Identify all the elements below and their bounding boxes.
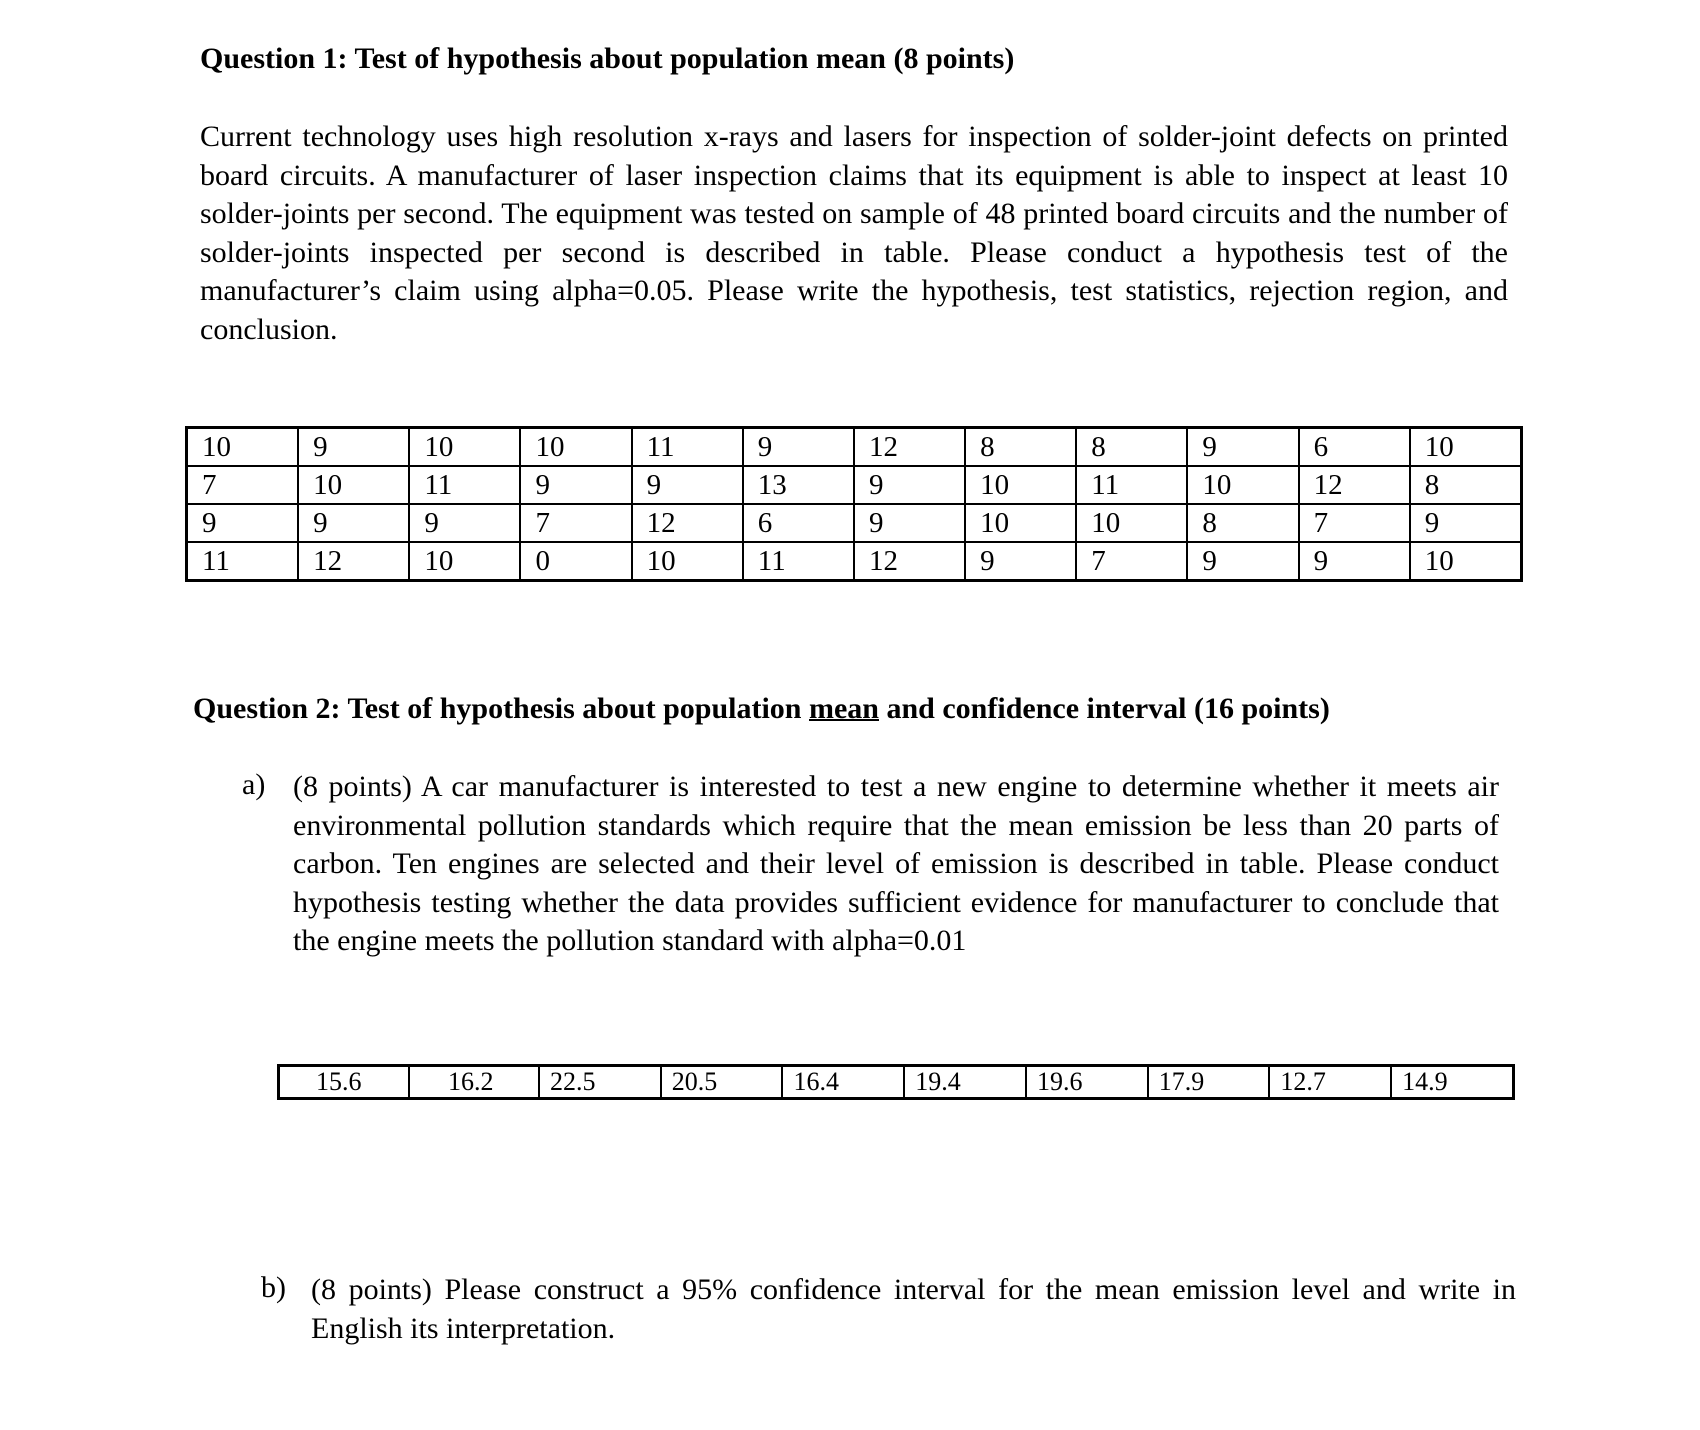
table-cell: 17.9	[1148, 1066, 1270, 1099]
table-cell: 15.6	[279, 1066, 410, 1099]
table-row	[187, 504, 1522, 542]
question-2-title-emphasis: mean	[809, 692, 879, 725]
table-cell: 10	[298, 466, 409, 504]
table-cell: 13	[743, 466, 854, 504]
table-cell: 9	[965, 542, 1076, 581]
table-cell: 7	[187, 466, 299, 504]
table-cell: 11	[187, 542, 299, 581]
table-row	[187, 542, 1522, 581]
table-cell: 9	[1187, 542, 1298, 581]
table-cell: 7	[1076, 542, 1187, 581]
table-cell: 10	[1410, 428, 1522, 467]
table-cell: 12	[854, 428, 965, 467]
table-cell: 10	[1187, 466, 1298, 504]
table-cell: 10	[965, 504, 1076, 542]
table-cell: 10	[520, 428, 631, 467]
table-row	[187, 428, 1522, 467]
table-cell: 19.4	[904, 1066, 1026, 1099]
part-b-body: (8 points) Please construct a 95% confidence interval for the mean emission level and write in English its interpretation.	[311, 1273, 1516, 1345]
table-cell: 9	[520, 466, 631, 504]
table-cell: 10	[632, 542, 743, 581]
table-cell: 11	[632, 428, 743, 467]
question-2-title-end: and confidence interval (16 points)	[879, 692, 1330, 725]
table-cell: 8	[1187, 504, 1298, 542]
table-cell: 9	[298, 428, 409, 467]
table-cell: 10	[187, 428, 299, 467]
table-cell: 11	[409, 466, 520, 504]
table-cell: 6	[743, 504, 854, 542]
question-1-title: Question 1: Test of hypothesis about population mean (8 points)	[200, 42, 1015, 75]
table-cell: 12	[854, 542, 965, 581]
table-cell: 8	[1410, 466, 1522, 504]
table-cell: 9	[298, 504, 409, 542]
table-row	[279, 1066, 1514, 1099]
table-cell: 12	[298, 542, 409, 581]
table-cell: 11	[1076, 466, 1187, 504]
question-1-data-table	[185, 426, 1523, 582]
table-cell: 8	[1076, 428, 1187, 467]
part-b-label: b)	[261, 1271, 286, 1304]
table-cell: 20.5	[661, 1066, 783, 1099]
table-cell: 9	[632, 466, 743, 504]
question-2-title	[193, 692, 1330, 726]
table-row	[187, 466, 1522, 504]
part-a-label: a)	[242, 768, 266, 801]
table-cell: 7	[1299, 504, 1410, 542]
table-cell: 10	[409, 542, 520, 581]
table-cell: 9	[854, 466, 965, 504]
table-cell: 16.2	[409, 1066, 539, 1099]
question-2-title-start: Question 2: Test of hypothesis about population	[193, 692, 809, 725]
table-cell: 22.5	[539, 1066, 661, 1099]
table-cell: 12	[1299, 466, 1410, 504]
part-a-body: (8 points) A car manufacturer is interested to test a new engine to determine whether it meets air environmental pollution standards which require that the mean emission be less than 20 parts of carbon. Ten engines are selected and their level of emission is described in table. Please conduct hypothesis testing whether the data provides sufficient evidence for manufacturer to conclude that the engine meets the pollution standard with alpha=0.01	[293, 770, 1499, 957]
table-cell: 8	[965, 428, 1076, 467]
table-cell: 0	[520, 542, 631, 581]
table-cell: 9	[743, 428, 854, 467]
question-1-body: Current technology uses high resolution x-rays and lasers for inspection of solder-joint defects on printed board circuits. A manufacturer of laser inspection claims that its equipment is able to inspect at least 10 solder-joints per second. The equipment was tested on sample of 48 printed board circuits and the number of solder-joints inspected per second is described in table. Please conduct a hypothesis test of the manufacturer’s claim using alpha=0.05. Please write the hypothesis, test statistics, rejection region, and conclusion.	[200, 120, 1508, 346]
table-cell: 9	[1187, 428, 1298, 467]
table-cell: 6	[1299, 428, 1410, 467]
table-cell: 12.7	[1269, 1066, 1391, 1099]
table-cell: 9	[1299, 542, 1410, 581]
table-cell: 9	[187, 504, 299, 542]
table-cell: 9	[409, 504, 520, 542]
table-cell: 7	[520, 504, 631, 542]
table-cell: 10	[1076, 504, 1187, 542]
table-cell: 10	[965, 466, 1076, 504]
table-cell: 9	[854, 504, 965, 542]
table-cell: 9	[1410, 504, 1522, 542]
table-cell: 14.9	[1391, 1066, 1513, 1099]
table-cell: 16.4	[782, 1066, 904, 1099]
part-a-data-table	[277, 1064, 1515, 1100]
table-cell: 19.6	[1026, 1066, 1148, 1099]
table-cell: 10	[1410, 542, 1522, 581]
table-cell: 10	[409, 428, 520, 467]
table-cell: 12	[632, 504, 743, 542]
table-cell: 11	[743, 542, 854, 581]
